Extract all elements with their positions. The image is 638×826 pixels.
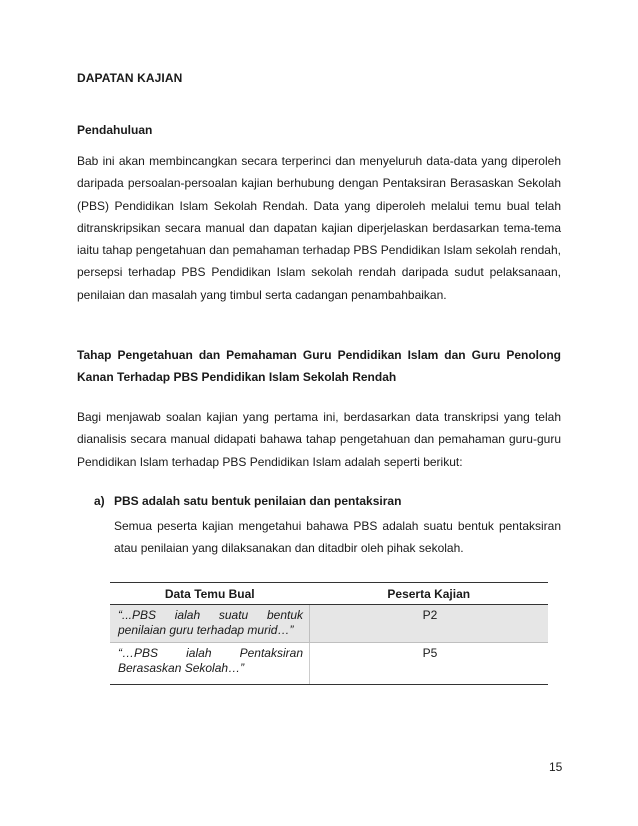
interview-quote: “…PBS ialah Pentaksiran Berasaskan Sekolah…” xyxy=(110,643,310,685)
table-row xyxy=(110,605,548,643)
page-number: 15 xyxy=(549,760,563,774)
participant-code: P5 xyxy=(310,643,549,685)
column-header-interview-data: Data Temu Bual xyxy=(110,583,310,605)
participant-code: P2 xyxy=(310,605,549,643)
chapter-heading: DAPATAN KAJIAN xyxy=(77,71,183,85)
interview-data-table xyxy=(110,582,548,685)
table-row xyxy=(110,643,548,685)
list-marker: a) xyxy=(94,494,105,508)
section-paragraph: Bagi menjawab soalan kajian yang pertama ini, berdasarkan data transkripsi yang telah dianalisis secara manual didapati bahawa tahap pengetahuan dan pemahaman guru-guru Pendidikan Islam terhadap PBS Pendidikan Islam adalah seperti berikut: xyxy=(77,410,561,469)
list-item-text: Semua peserta kajian mengetahui bahawa PBS adalah suatu bentuk pentaksiran atau penilaian yang dilaksanakan dan ditadbir oleh pihak sekolah. xyxy=(114,519,561,556)
interview-quote: “...PBS ialah suatu bentuk penilaian guru terhadap murid…” xyxy=(110,605,310,643)
subheading-introduction: Pendahuluan xyxy=(77,123,153,137)
section-heading: Tahap Pengetahuan dan Pemahaman Guru Pendidikan Islam dan Guru Penolong Kanan Terhadap PBS Pendidikan Islam Sekolah Rendah xyxy=(77,348,561,384)
finding-list-item xyxy=(94,494,401,508)
intro-paragraph: Bab ini akan membincangkan secara terperinci dan menyeluruh data-data yang diperoleh daripada persoalan-persoalan kajian berhubung dengan Pentaksiran Berasaskan Sekolah (PBS) Pendidikan Islam Sekolah Rendah. Data yang diperoleh melalui temu bual telah ditranskripsikan secara manual dan dapatan kajian diperjelaskan berdasarkan tema-tema iaitu tahap pengetahuan dan pemahaman terhadap PBS Pendidikan Islam sekolah rendah, persepsi terhadap PBS Pendidikan Islam sekolah rendah daripada sudut pelaksanaan, penilaian dan masalah yang timbul serta cadangan penambahbaikan. xyxy=(77,154,561,302)
column-header-participant: Peserta Kajian xyxy=(310,583,549,605)
list-item-title: PBS adalah satu bentuk penilaian dan pentaksiran xyxy=(114,494,402,508)
table-header-row xyxy=(110,583,548,605)
